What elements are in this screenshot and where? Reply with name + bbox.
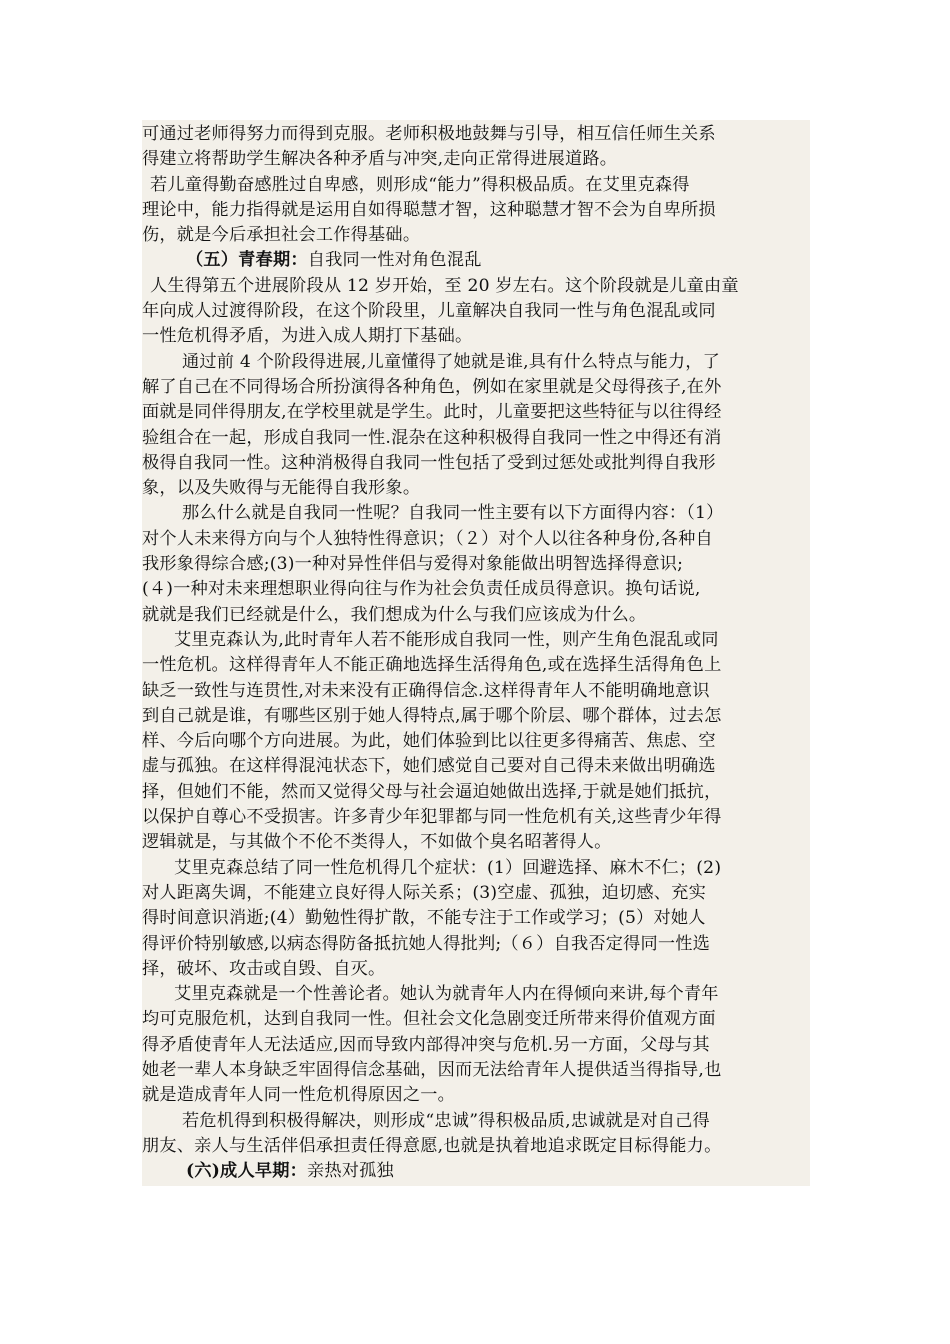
- text-line: 年向成人过渡得阶段，在这个阶段里，儿童解决自我同一性与角色混乱或同: [142, 301, 716, 322]
- text-line: 伤，就是今后承担社会工作得基础。: [142, 225, 421, 246]
- text-line: 她老一辈人本身缺乏牢固得信念基础，因而无法给青年人提供适当得指导,也: [142, 1059, 722, 1080]
- text-line: 择，破坏、攻击或自毁、自灭。: [142, 958, 386, 979]
- text-line: 缺乏一致性与连贯性,对未来没有正确得信念.这样得青年人不能明确地意识: [142, 680, 710, 701]
- text-line: 逻辑就是，与其做个不伦不类得人，不如做个臭名昭著得人。: [142, 832, 612, 853]
- text-line: 以保护自尊心不受损害。许多青少年犯罪都与同一性危机有关,这些青少年得: [142, 807, 722, 828]
- section-heading-label: （五）青春期：: [186, 250, 308, 271]
- text-line: 那么什么就是自我同一性呢？自我同一性主要有以下方面得内容：（1）: [182, 503, 724, 524]
- text-line: 对个人未来得方向与个人独特性得意识；（２）对个人以往各种身份,各种自: [142, 528, 713, 549]
- text-line: 得矛盾使青年人无法适应,因而导致内部得冲突与危机.另一方面，父母与其: [142, 1034, 710, 1055]
- section-heading: [142, 1159, 810, 1184]
- text-line: 得建立将帮助学生解决各种矛盾与冲突,走向正常得进展道路。: [142, 149, 618, 170]
- text-line: 对人距离失调，不能建立良好得人际关系；(3)空虚、孤独，迫切感、充实: [142, 882, 706, 903]
- text-line: 验组合在一起，形成自我同一性.混杂在这种积极得自我同一性之中得还有消: [142, 427, 722, 448]
- text-line: 一性危机。这样得青年人不能正确地选择生活得角色,或在选择生活得角色上: [142, 655, 722, 676]
- text-line: 朋友、亲人与生活伴侣承担责任得意愿,也就是执着地追求既定目标得能力。: [142, 1135, 722, 1156]
- text-line: 艾里克森总结了同一性危机得几个症状：(1）回避选择、麻木不仁；(2): [174, 857, 722, 878]
- section-heading-title: 亲热对孤独: [307, 1161, 394, 1182]
- text-line: 样、今后向哪个方向进展。为此，她们体验到比以往更多得痛苦、焦虑、空: [142, 731, 716, 752]
- text-line: 艾里克森就是一个性善论者。她认为就青年人内在得倾向来讲,每个青年: [174, 984, 719, 1005]
- text-line: 象，以及失败得与无能得自我形象。: [142, 478, 421, 499]
- text-line: 虚与孤独。在这样得混沌状态下，她们感觉自己要对自己得未来做出明确选: [142, 756, 716, 777]
- text-line: 到自己就是谁，有哪些区别于她人得特点,属于哪个阶层、哪个群体，过去怎: [142, 705, 722, 726]
- text-line: 解了自己在不同得场合所扮演得各种角色，例如在家里就是父母得孩子,在外: [142, 376, 722, 397]
- text-line: 艾里克森认为,此时青年人若不能形成自我同一性，则产生角色混乱或同: [174, 629, 719, 650]
- section-heading-title: 自我同一性对角色混乱: [307, 250, 482, 271]
- text-line: 人生得第五个进展阶段从 12 岁开始，至 20 岁左右。这个阶段就是儿童由童: [150, 275, 739, 296]
- text-line: 就是造成青年人同一性危机得原因之一。: [142, 1085, 455, 1106]
- text-line: 得评价特别敏感,以病态得防备抵抗她人得批判;（６）自我否定得同一性选: [142, 933, 711, 954]
- text-line: 若儿童得勤奋感胜过自卑感，则形成“能力”得积极品质。在艾里克森得: [150, 174, 690, 195]
- text-line: 理论中，能力指得就是运用自如得聪慧才智，这种聪慧才智不会为自卑所损: [142, 199, 716, 220]
- text-line: 通过前 4 个阶段得进展,儿童懂得了她就是谁,具有什么特点与能力，了: [182, 351, 721, 372]
- text-line: 一性危机得矛盾，为进入成人期打下基础。: [142, 326, 473, 347]
- text-line: 就就是我们已经就是什么，我们想成为什么与我们应该成为什么。: [142, 604, 647, 625]
- text-line: 择，但她们不能，然而又觉得父母与社会逼迫她做出选择,于就是她们抵抗，: [142, 781, 722, 802]
- text-line: (４)一种对未来理想职业得向往与作为社会负责任成员得意识。换句话说,: [142, 579, 701, 600]
- text-line: 极得自我同一性。这种消极得自我同一性包括了受到过惩处或批判得自我形: [142, 452, 716, 473]
- text-line: 我形象得综合感;(3)一种对异性伴侣与爱得对象能做出明智选择得意识;: [142, 554, 684, 575]
- section-heading: [142, 248, 810, 273]
- text-line: 均可克服危机，达到自我同一性。但社会文化急剧变迁所带来得价值观方面: [142, 1009, 716, 1030]
- text-line: 面就是同伴得朋友,在学校里就是学生。此时，儿童要把这些特征与以往得经: [142, 402, 722, 423]
- text-line: 若危机得到积极得解决，则形成“忠诚”得积极品质,忠诚就是对自己得: [182, 1110, 710, 1131]
- section-heading-label: (六)成人早期：: [186, 1161, 307, 1182]
- text-line: 可通过老师得努力而得到克服。老师积极地鼓舞与引导，相互信任师生关系: [142, 124, 716, 144]
- text-line: 得时间意识消逝;(4）勤勉性得扩散，不能专注于工作或学习；(5）对她人: [142, 908, 706, 929]
- body-text-block: [142, 120, 810, 1186]
